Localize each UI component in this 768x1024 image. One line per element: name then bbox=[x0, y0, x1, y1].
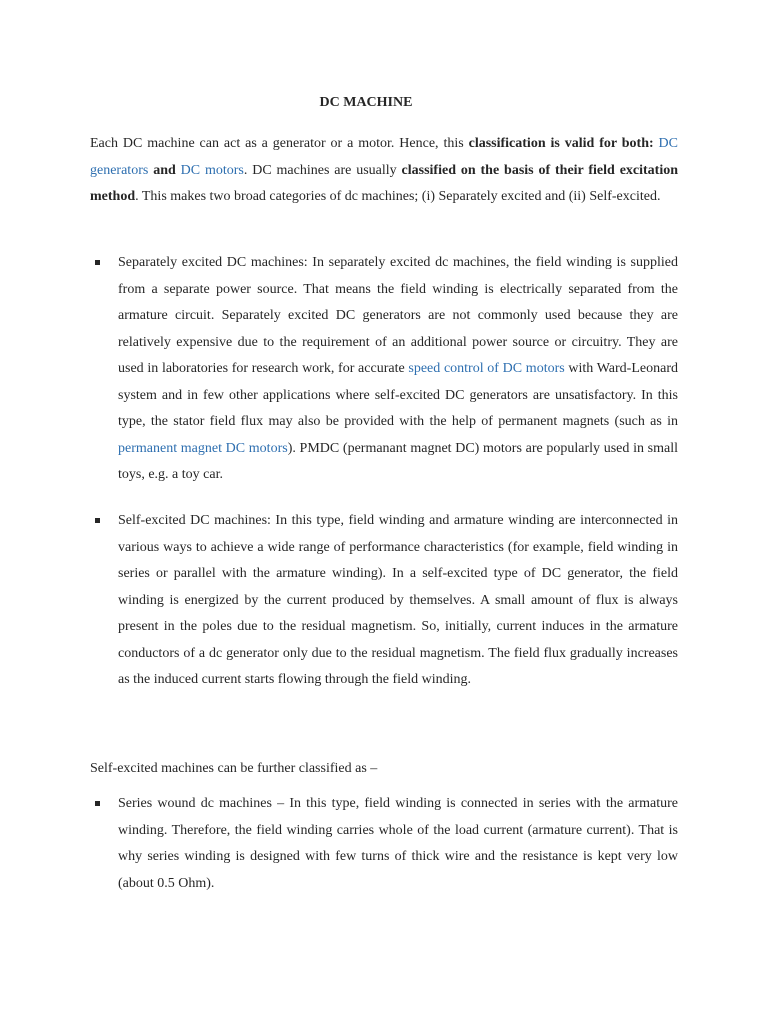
series-wound-text: Series wound dc machines – In this type, field winding is connected in series with the armature winding. Therefore, the field winding carries whole of the load current (armature current). That is why series winding is designed with few turns of thick wire and the resistance is kept very low (about 0.5 Ohm). bbox=[118, 796, 678, 891]
intro-bold-1: classification is valid for both: bbox=[468, 136, 654, 151]
intro-text-6: . This makes two broad categories of dc machines; (i) Separately excited and (ii) Self-excited. bbox=[135, 189, 661, 204]
separately-text-2: with Ward-Leonard system and in few other applications where self-excited DC generators are unsatisfactory. In this type, the stator field flux may also be provided with the help of permanent magnets (such as in bbox=[118, 361, 678, 429]
page-title: DC MACHINE bbox=[319, 95, 413, 110]
bullet-square-icon bbox=[95, 260, 100, 265]
separately-text-3: ). PMDC (permanant magnet DC) motors are popularly used in small toys, e.g. a toy car. bbox=[118, 440, 678, 482]
list-item-series-wound bbox=[90, 791, 678, 897]
bullet-list-self-excited bbox=[90, 508, 678, 694]
bullet-list-series bbox=[90, 791, 678, 897]
link-pmdc-motors[interactable]: permanent magnet DC motors bbox=[118, 440, 288, 456]
list-item-separately-excited bbox=[90, 250, 678, 489]
bullet-square-icon bbox=[95, 801, 100, 806]
intro-bold-2: and bbox=[153, 162, 176, 178]
bullet-square-icon bbox=[95, 518, 100, 523]
intro-text-1: Each DC machine can act as a generator or a motor. Hence, this bbox=[90, 136, 469, 151]
link-speed-control[interactable]: speed control of DC motors bbox=[408, 361, 565, 376]
intro-paragraph bbox=[90, 131, 678, 211]
link-dc-generators[interactable]: DC generators bbox=[90, 136, 678, 178]
intro-text-5: . DC machines are usually bbox=[243, 162, 402, 178]
separately-text-1: Separately excited DC machines: In separately excited dc machines, the field winding is supplied from a separate power source. That means the field winding is electrically separated from the armature circuit. Separately excited DC generators are not commonly used because they are relatively expensive due to the requirement of an additional power source or circuitry. They are used in laboratories for research work, for accurate bbox=[118, 255, 678, 376]
link-dc-motors[interactable]: DC motors bbox=[180, 162, 244, 178]
intro-bold-3: classified on the basis of their field excitation method bbox=[90, 162, 679, 204]
bullet-list-separately bbox=[90, 250, 678, 489]
self-excited-text: Self-excited DC machines: In this type, field winding and armature winding are interconnected in various ways to achieve a wide range of performance characteristics (for example, field winding in series or parallel with the armature winding). In a self-excited type of DC generator, the field winding is energized by the current produced by themselves. A small amount of flux is always present in the poles due to the residual magnetism. So, initially, current induces in the armature conductors of a dc generator only due to the residual magnetism. The field flux gradually increases as the induced current starts flowing through the field winding. bbox=[118, 513, 678, 687]
further-classified-paragraph: Self-excited machines can be further classified as – bbox=[90, 761, 378, 776]
list-item-self-excited bbox=[90, 508, 678, 694]
